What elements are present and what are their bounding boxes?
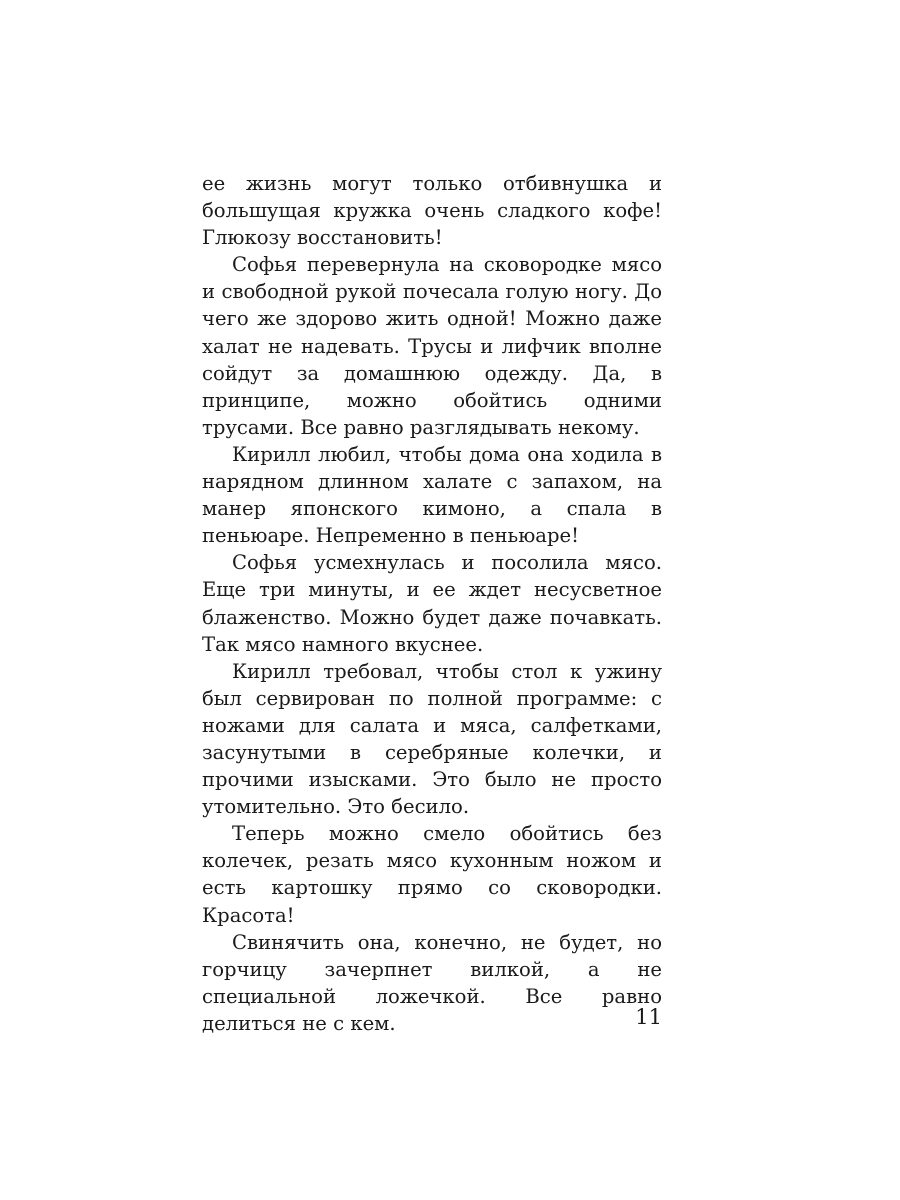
paragraph-2: Софья перевернула на сковородке мясо и свободной рукой почесала голую ногу. До чего же здорово жить одной! Можно даже халат не надевать. Трусы и лифчик вполне сойдут за домашнюю одежду. Да, в принципе, можно обойтись одними трусами. Все равно разглядывать некому. xyxy=(202,253,662,439)
page-number: 11 xyxy=(635,1005,662,1029)
paragraph-7: Свинячить она, конечно, не будет, но горчицу зачерпнет вилкой, а не специальной ложечкой. Все равно делиться не с кем. xyxy=(202,930,662,1035)
paragraph-4: Софья усмехнулась и посолила мясо. Еще три минуты, и ее ждет несусветное блаженство. Можно будет даже почавкать. Так мясо намного вкуснее. xyxy=(202,551,662,656)
paragraph-3: Кирилл любил, чтобы дома она ходила в нарядном длинном халате с запахом, на манер японского кимоно, а спала в пеньюаре. Непременно в пеньюаре! xyxy=(202,442,662,548)
paragraph-5: Кирилл требовал, чтобы стол к ужину был сервирован по полной программе: с ножами для салата и мяса, салфетками, засунутыми в серебряные колечки, и прочими изысками. Это было не просто утомительно. Это бесило. xyxy=(202,659,662,819)
paragraph-6: Теперь можно смело обойтись без колечек, резать мясо кухонным ножом и есть картошку прямо со сковородки. Красота! xyxy=(202,822,662,927)
body-text xyxy=(202,170,662,1037)
paragraph-1: ее жизнь могут только отбивнушка и большущая кружка очень сладкого кофе! Глюкозу восстановить! xyxy=(202,172,662,250)
